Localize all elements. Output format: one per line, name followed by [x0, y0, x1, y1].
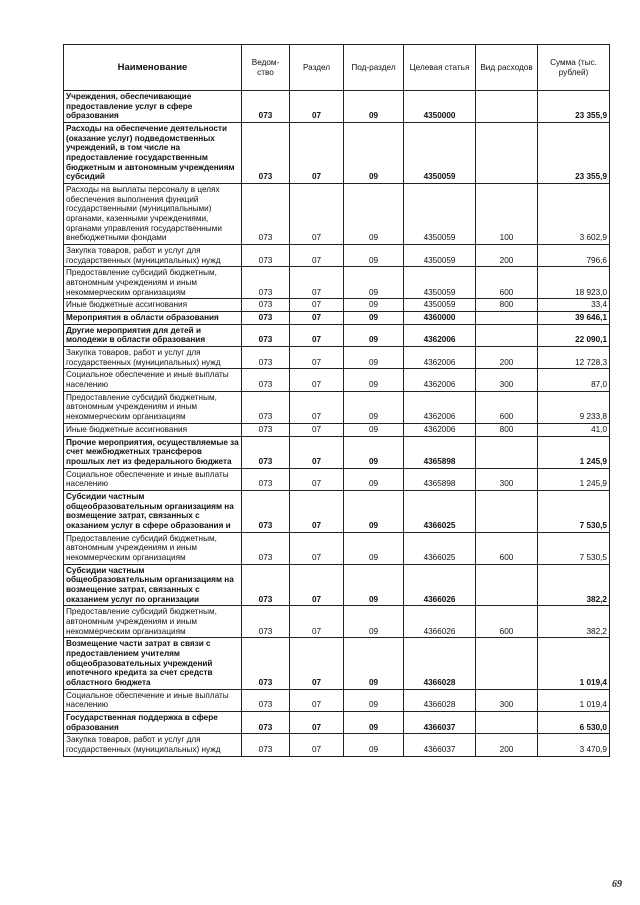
cell-target: 4366025: [404, 532, 476, 564]
cell-name: Иные бюджетные ассигнования: [64, 423, 242, 436]
cell-sum: 18 923,0: [538, 267, 610, 299]
header-section: Раздел: [290, 45, 344, 91]
cell-type: [476, 324, 538, 346]
cell-dept: 073: [242, 734, 290, 756]
cell-subsection: 09: [344, 689, 404, 711]
cell-name: Государственная поддержка в сфере образования: [64, 711, 242, 733]
table-row: [64, 532, 610, 564]
cell-dept: 073: [242, 564, 290, 606]
cell-subsection: 09: [344, 299, 404, 312]
cell-target: 4366025: [404, 490, 476, 532]
table-row: [64, 638, 610, 689]
cell-subsection: 09: [344, 391, 404, 423]
cell-type: 600: [476, 267, 538, 299]
cell-sum: 796,6: [538, 245, 610, 267]
table-row: [64, 689, 610, 711]
cell-subsection: 09: [344, 734, 404, 756]
cell-name: Возмещение части затрат в связи с предоставлением учителям общеобразовательных учреждений ипотечного кредита за счет средств областного бюджета: [64, 638, 242, 689]
cell-name: Расходы на выплаты персоналу в целях обеспечения выполнения функций государственными (муниципальными) органами, казенными учреждениями, органами управления государственными внебюджетными фондами: [64, 184, 242, 245]
budget-table: [63, 44, 610, 757]
cell-dept: 073: [242, 245, 290, 267]
table-row: [64, 184, 610, 245]
table-row: [64, 369, 610, 391]
cell-dept: 073: [242, 123, 290, 184]
cell-target: 4366037: [404, 734, 476, 756]
cell-sum: 39 646,1: [538, 312, 610, 325]
cell-sum: 22 090,1: [538, 324, 610, 346]
cell-target: 4362006: [404, 369, 476, 391]
cell-type: [476, 312, 538, 325]
cell-sum: 3 470,9: [538, 734, 610, 756]
cell-dept: 073: [242, 267, 290, 299]
cell-type: 600: [476, 391, 538, 423]
cell-target: 4362006: [404, 347, 476, 369]
cell-subsection: 09: [344, 245, 404, 267]
cell-dept: 073: [242, 391, 290, 423]
header-sum: Сумма (тыс. рублей): [538, 45, 610, 91]
cell-type: 300: [476, 369, 538, 391]
table-row: [64, 606, 610, 638]
cell-dept: 073: [242, 423, 290, 436]
cell-section: 07: [290, 436, 344, 468]
cell-sum: 33,4: [538, 299, 610, 312]
cell-dept: 073: [242, 689, 290, 711]
header-name: Наименование: [64, 45, 242, 91]
cell-section: 07: [290, 423, 344, 436]
cell-dept: 073: [242, 91, 290, 123]
cell-name: Субсидии частным общеобразовательным организациям на возмещение затрат, связанных с оказанием услуг в сфере образования и: [64, 490, 242, 532]
cell-subsection: 09: [344, 123, 404, 184]
cell-sum: 7 530,5: [538, 532, 610, 564]
cell-type: 800: [476, 423, 538, 436]
cell-subsection: 09: [344, 490, 404, 532]
cell-name: Предоставление субсидий бюджетным, автономным учреждениям и иным некоммерческим организациям: [64, 606, 242, 638]
cell-type: 600: [476, 606, 538, 638]
cell-name: Расходы на обеспечение деятельности (оказание услуг) подведомственных учреждений, в том числе на предоставление государственным бюджетным и автономным учреждениям субсидий: [64, 123, 242, 184]
cell-dept: 073: [242, 468, 290, 490]
cell-target: 4365898: [404, 468, 476, 490]
page-number: 69: [612, 879, 622, 890]
cell-name: Социальное обеспечение и иные выплаты населению: [64, 689, 242, 711]
cell-dept: 073: [242, 532, 290, 564]
cell-section: 07: [290, 532, 344, 564]
cell-target: 4350059: [404, 123, 476, 184]
cell-section: 07: [290, 184, 344, 245]
cell-sum: 23 355,9: [538, 91, 610, 123]
cell-target: 4362006: [404, 423, 476, 436]
cell-section: 07: [290, 711, 344, 733]
cell-type: 100: [476, 184, 538, 245]
cell-dept: 073: [242, 324, 290, 346]
cell-subsection: 09: [344, 468, 404, 490]
cell-name: Предоставление субсидий бюджетным, автономным учреждениям и иным некоммерческим организациям: [64, 267, 242, 299]
cell-section: 07: [290, 468, 344, 490]
cell-target: 4350059: [404, 267, 476, 299]
cell-section: 07: [290, 490, 344, 532]
table-row: [64, 734, 610, 756]
cell-type: [476, 564, 538, 606]
cell-sum: 23 355,9: [538, 123, 610, 184]
cell-subsection: 09: [344, 369, 404, 391]
budget-page: [63, 44, 609, 757]
cell-target: 4366028: [404, 638, 476, 689]
cell-target: 4350059: [404, 245, 476, 267]
header-dept: Ведом-ство: [242, 45, 290, 91]
cell-sum: 1 245,9: [538, 468, 610, 490]
cell-type: [476, 123, 538, 184]
header-subsection: Под-раздел: [344, 45, 404, 91]
cell-section: 07: [290, 638, 344, 689]
cell-section: 07: [290, 324, 344, 346]
cell-section: 07: [290, 369, 344, 391]
cell-section: 07: [290, 267, 344, 299]
cell-dept: 073: [242, 184, 290, 245]
cell-name: Учреждения, обеспечивающие предоставление услуг в сфере образования: [64, 91, 242, 123]
cell-target: 4350000: [404, 91, 476, 123]
cell-subsection: 09: [344, 532, 404, 564]
table-row: [64, 490, 610, 532]
table-row: [64, 564, 610, 606]
cell-sum: 6 530,0: [538, 711, 610, 733]
cell-section: 07: [290, 606, 344, 638]
cell-name: Другие мероприятия для детей и молодежи в области образования: [64, 324, 242, 346]
cell-section: 07: [290, 347, 344, 369]
table-row: [64, 324, 610, 346]
cell-subsection: 09: [344, 347, 404, 369]
cell-section: 07: [290, 689, 344, 711]
cell-dept: 073: [242, 490, 290, 532]
cell-sum: 3 602,9: [538, 184, 610, 245]
cell-subsection: 09: [344, 324, 404, 346]
cell-type: [476, 490, 538, 532]
cell-section: 07: [290, 299, 344, 312]
cell-sum: 12 728,3: [538, 347, 610, 369]
cell-target: 4366028: [404, 689, 476, 711]
cell-section: 07: [290, 564, 344, 606]
cell-target: 4350059: [404, 184, 476, 245]
cell-dept: 073: [242, 312, 290, 325]
cell-sum: 382,2: [538, 564, 610, 606]
cell-name: Социальное обеспечение и иные выплаты населению: [64, 369, 242, 391]
cell-name: Прочие мероприятия, осуществляемые за счет межбюджетных трансферов прошлых лет из федерального бюджета: [64, 436, 242, 468]
cell-subsection: 09: [344, 423, 404, 436]
table-row: [64, 423, 610, 436]
table-row: [64, 299, 610, 312]
table-row: [64, 123, 610, 184]
cell-sum: 9 233,8: [538, 391, 610, 423]
cell-type: 200: [476, 347, 538, 369]
cell-name: Иные бюджетные ассигнования: [64, 299, 242, 312]
cell-subsection: 09: [344, 184, 404, 245]
cell-subsection: 09: [344, 436, 404, 468]
header-type: Вид расходов: [476, 45, 538, 91]
cell-target: 4362006: [404, 391, 476, 423]
cell-section: 07: [290, 123, 344, 184]
cell-sum: 87,0: [538, 369, 610, 391]
cell-sum: 1 019,4: [538, 689, 610, 711]
cell-section: 07: [290, 391, 344, 423]
cell-type: 300: [476, 468, 538, 490]
cell-type: [476, 436, 538, 468]
cell-dept: 073: [242, 436, 290, 468]
cell-sum: 7 530,5: [538, 490, 610, 532]
cell-name: Закупка товаров, работ и услуг для государственных (муниципальных) нужд: [64, 734, 242, 756]
cell-target: 4366037: [404, 711, 476, 733]
cell-dept: 073: [242, 299, 290, 312]
cell-section: 07: [290, 312, 344, 325]
cell-subsection: 09: [344, 638, 404, 689]
cell-dept: 073: [242, 369, 290, 391]
cell-subsection: 09: [344, 267, 404, 299]
cell-name: Социальное обеспечение и иные выплаты населению: [64, 468, 242, 490]
cell-name: Субсидии частным общеобразовательным организациям на возмещение затрат, связанных с оказанием услуг по организации: [64, 564, 242, 606]
cell-dept: 073: [242, 638, 290, 689]
table-row: [64, 468, 610, 490]
cell-type: 200: [476, 245, 538, 267]
cell-type: [476, 711, 538, 733]
cell-section: 07: [290, 91, 344, 123]
table-header-row: [64, 45, 610, 91]
cell-subsection: 09: [344, 312, 404, 325]
cell-subsection: 09: [344, 711, 404, 733]
table-row: [64, 267, 610, 299]
cell-section: 07: [290, 245, 344, 267]
cell-name: Закупка товаров, работ и услуг для государственных (муниципальных) нужд: [64, 347, 242, 369]
cell-subsection: 09: [344, 564, 404, 606]
cell-target: 4350059: [404, 299, 476, 312]
table-row: [64, 245, 610, 267]
table-row: [64, 312, 610, 325]
cell-subsection: 09: [344, 606, 404, 638]
cell-type: 600: [476, 532, 538, 564]
cell-sum: 1 019,4: [538, 638, 610, 689]
table-row: [64, 711, 610, 733]
table-row: [64, 347, 610, 369]
cell-target: 4360000: [404, 312, 476, 325]
cell-sum: 1 245,9: [538, 436, 610, 468]
cell-sum: 41,0: [538, 423, 610, 436]
cell-section: 07: [290, 734, 344, 756]
cell-name: Закупка товаров, работ и услуг для государственных (муниципальных) нужд: [64, 245, 242, 267]
cell-sum: 382,2: [538, 606, 610, 638]
cell-target: 4362006: [404, 324, 476, 346]
cell-type: 800: [476, 299, 538, 312]
cell-target: 4366026: [404, 606, 476, 638]
cell-dept: 073: [242, 606, 290, 638]
table-row: [64, 91, 610, 123]
cell-name: Предоставление субсидий бюджетным, автономным учреждениям и иным некоммерческим организациям: [64, 532, 242, 564]
cell-target: 4365898: [404, 436, 476, 468]
cell-name: Мероприятия в области образования: [64, 312, 242, 325]
header-target: Целевая статья: [404, 45, 476, 91]
cell-type: [476, 91, 538, 123]
cell-type: [476, 638, 538, 689]
cell-dept: 073: [242, 347, 290, 369]
table-row: [64, 436, 610, 468]
cell-dept: 073: [242, 711, 290, 733]
table-row: [64, 391, 610, 423]
cell-target: 4366026: [404, 564, 476, 606]
cell-subsection: 09: [344, 91, 404, 123]
cell-type: 200: [476, 734, 538, 756]
cell-name: Предоставление субсидий бюджетным, автономным учреждениям и иным некоммерческим организациям: [64, 391, 242, 423]
cell-type: 300: [476, 689, 538, 711]
